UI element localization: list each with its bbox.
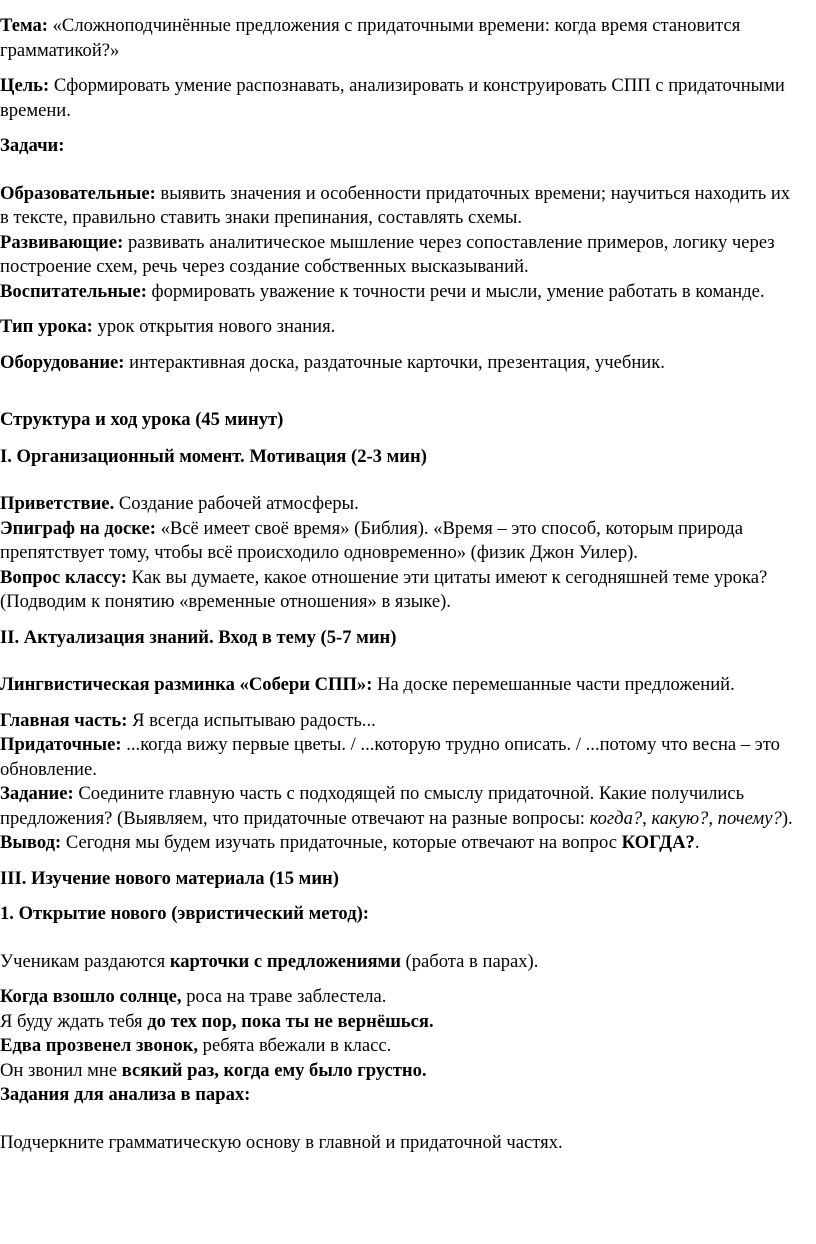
upbringing-label: Воспитательные: <box>0 280 147 302</box>
warmup-text: На доске перемешанные части предложений. <box>372 674 735 695</box>
conclusion-text: Сегодня мы будем изучать придаточные, которые отвечают на вопрос <box>61 832 622 853</box>
educational-label: Образовательные: <box>0 182 156 204</box>
separator-1: , <box>642 807 652 829</box>
sentence-3-text: ребята вбежали в класс. <box>198 1035 392 1056</box>
upbringing-tasks <box>0 280 798 305</box>
question-label: Вопрос классу: <box>0 566 127 588</box>
greeting-paragraph <box>0 492 798 517</box>
section3-subheading: 1. Открытие нового (эвристический метод): <box>0 903 369 924</box>
section3-heading: III. Изучение нового материала (15 мин) <box>0 867 339 889</box>
cards-pre: Ученикам раздаются <box>0 950 170 972</box>
topic-paragraph <box>0 14 798 63</box>
example-sentence-3 <box>0 1034 798 1059</box>
main-part-paragraph <box>0 709 798 734</box>
goal-label: Цель: <box>0 75 50 96</box>
example-sentence-1 <box>0 985 798 1010</box>
lesson-type-text: урок открытия нового знания. <box>92 316 336 337</box>
example-sentence-4 <box>0 1059 798 1084</box>
topic-label: Тема: <box>0 15 48 36</box>
sentence-2-text: Я буду ждать тебя <box>0 1010 148 1032</box>
question-paragraph <box>0 566 798 615</box>
question-why: почему? <box>717 807 782 829</box>
topic-text: «Сложноподчинённые предложения с придаточными времени: когда время становится грамматикой?» <box>0 15 741 61</box>
developing-text: развивать аналитическое мышление через сопоставление примеров, логику через построение схем, речь через создание собственных высказываний. <box>0 231 775 277</box>
developing-tasks <box>0 231 798 280</box>
cards-paragraph <box>0 950 798 975</box>
subordinates-paragraph <box>0 733 798 782</box>
assignment-paragraph <box>0 782 798 831</box>
assignment-label: Задание: <box>0 783 74 804</box>
underline-task: Подчеркните грамматическую основу в главной и придаточной частях. <box>0 1131 563 1153</box>
sentence-3-bold: Едва прозвенел звонок, <box>0 1035 199 1056</box>
equipment-text: интерактивная доска, раздаточные карточки, презентация, учебник. <box>124 351 665 373</box>
conclusion-emphasis: КОГДА? <box>621 832 695 853</box>
section1-heading: I. Организационный момент. Мотивация (2-3 мин) <box>0 445 427 467</box>
goal-text: Сформировать умение распознавать, анализировать и конструировать СПП с придаточными времени. <box>0 75 785 121</box>
lesson-type-paragraph <box>0 315 798 340</box>
warmup-paragraph <box>0 673 798 698</box>
conclusion-paragraph <box>0 831 798 856</box>
assignment-end: ). <box>781 807 793 829</box>
lesson-type-label: Тип урока: <box>0 316 93 337</box>
equipment-paragraph <box>0 351 798 376</box>
conclusion-label: Вывод: <box>0 832 62 853</box>
sentence-2-bold: до тех пор, пока ты не вернёшься. <box>147 1010 434 1032</box>
section2-heading: II. Актуализация знаний. Вход в тему (5-7 мин) <box>0 626 397 648</box>
subordinates-label: Придаточные: <box>0 734 122 755</box>
sentence-4-bold: всякий раз, когда ему было грустно. <box>121 1059 427 1081</box>
educational-text: выявить значения и особенности придаточных времени; научиться находить их в тексте, правильно ставить знаки препинания, составлять схемы. <box>0 182 791 228</box>
conclusion-end: . <box>694 832 700 853</box>
sentence-1-text: роса на траве заблестела. <box>181 986 387 1007</box>
epigraph-paragraph <box>0 517 798 566</box>
greeting-text: Создание рабочей атмосферы. <box>114 493 359 514</box>
main-part-text: Я всегда испытываю радость... <box>127 709 376 731</box>
question-when: когда? <box>589 807 643 829</box>
equipment-label: Оборудование: <box>0 351 125 373</box>
main-part-label: Главная часть: <box>0 709 128 731</box>
example-sentence-2 <box>0 1010 798 1035</box>
cards-bold: карточки с предложениями <box>169 950 401 972</box>
warmup-label: Лингвистическая разминка «Собери СПП»: <box>0 674 373 695</box>
epigraph-text: «Всё имеет своё время» (Библия). «Время – это способ, которым природа препятствует тому, чтобы всё происходило одновременно» (физик Джон Уилер). <box>0 517 743 563</box>
educational-tasks <box>0 182 798 231</box>
pair-tasks-heading: Задания для анализа в парах: <box>0 1084 251 1105</box>
assignment-text: Соедините главную часть с подходящей по смыслу придаточной. Какие получились предложения? (Выявляем, что придаточные отвечают на разные вопросы: <box>0 783 745 829</box>
sentence-4-text: Он звонил мне <box>0 1059 122 1081</box>
greeting-label: Приветствие. <box>0 493 115 514</box>
question-which: какую? <box>651 807 709 829</box>
upbringing-text: формировать уважение к точности речи и мысли, умение работать в команде. <box>146 280 765 302</box>
separator-2: , <box>708 807 718 829</box>
subordinates-text: ...когда вижу первые цветы. / ...которую трудно описать. / ...потому что весна – это обновление. <box>0 734 780 780</box>
developing-label: Развивающие: <box>0 231 124 253</box>
sentence-1-bold: Когда взошло солнце, <box>0 986 182 1007</box>
epigraph-label: Эпиграф на доске: <box>0 517 156 539</box>
question-text: Как вы думаете, какое отношение эти цитаты имеют к сегодняшней теме урока? (Подводим к понятию «временные отношения» в языке). <box>0 566 768 612</box>
cards-post: (работа в парах). <box>400 950 539 972</box>
tasks-heading: Задачи: <box>0 135 65 156</box>
structure-heading: Структура и ход урока (45 минут) <box>0 409 284 430</box>
goal-paragraph <box>0 74 798 123</box>
